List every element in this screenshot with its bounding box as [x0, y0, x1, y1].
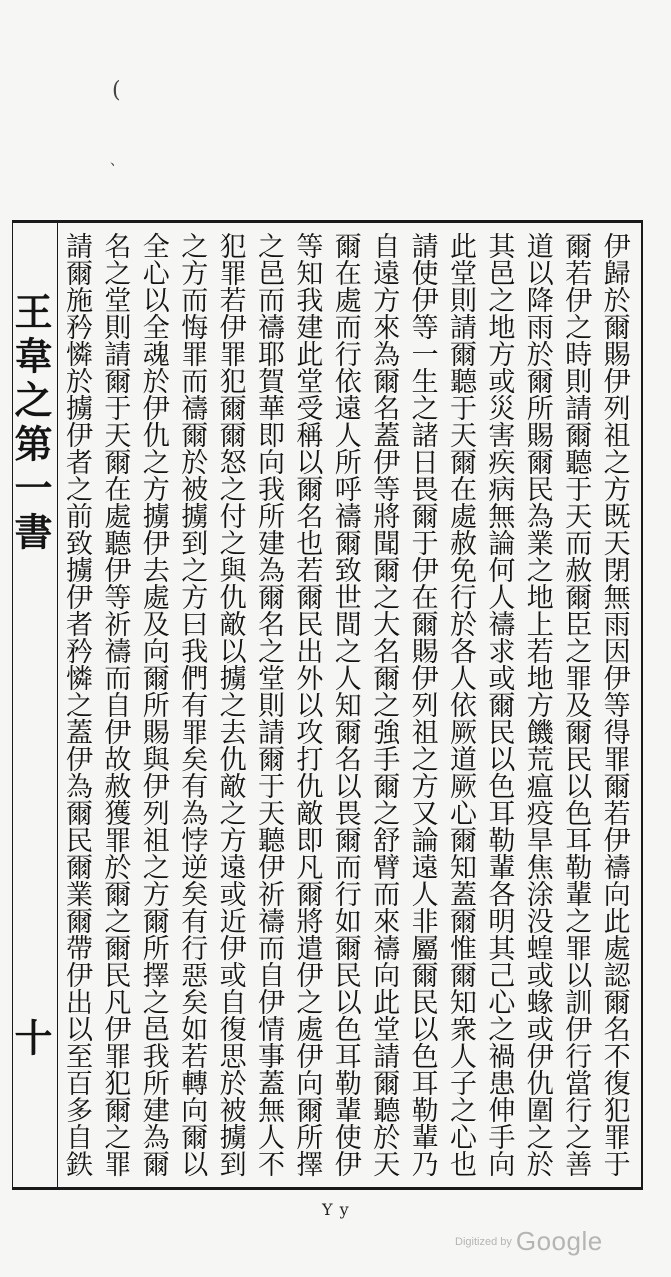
signature-mark: Y y — [322, 1200, 350, 1219]
running-title: 王韋之第一書 — [8, 292, 53, 556]
text-column: 之邑而禱耶賀華即向我所建為爾名之堂則請爾于天聽伊祈禱而自伊情事蓋無人不 — [253, 232, 284, 1177]
text-column: 其邑之地方或災害疾病無論何人禱求或爾民以色耳勒輩各明其己心之禍患伸手向 — [483, 232, 515, 1177]
text-column: 全心以全魂於伊仇之方擄伊去處及向爾所賜與伊列祖之方爾所擇之邑我所建為爾 — [137, 232, 169, 1177]
text-column: 伊歸於爾賜伊列祖之方既天閉無雨因伊等得罪爾若伊禱向此處認爾名不復犯罪于 — [598, 232, 630, 1177]
text-column: 請爾施矜憐於擄伊者之前致擄伊者矜憐之蓋伊為爾民爾業爾帶伊出以至百多自鉄 — [61, 232, 92, 1177]
text-column: 之方而悔罪而禱爾於被擄到之方曰我們有罪矣有為悖逆矣有行惡矣如若轉向爾以 — [176, 232, 208, 1177]
text-column: 請使伊等一生之諸日畏爾于伊在爾賜伊列祖之方又論遠人非屬爾民以色耳勒輩乃 — [406, 232, 438, 1177]
frame-bottom-rule — [12, 1187, 642, 1190]
text-column: 名之堂則請爾于天爾在處聽伊等祈禱而自伊故赦獲罪於爾之爾民凡伊罪犯爾之罪 — [99, 232, 131, 1177]
text-column: 道以降雨於爾所賜爾民為業之地上若地方饑荒瘟疫旱焦涂没蝗或蝝或伊仇圍之於 — [521, 232, 553, 1177]
stray-mark: 、 — [110, 153, 124, 169]
text-column: 此堂則請爾聽于天爾在處赦免行於各人依厥道厥心爾知蓋爾惟爾知衆人子之心也 — [445, 232, 476, 1177]
frame-top-rule — [12, 220, 642, 223]
watermark-brand: Google — [515, 1226, 603, 1256]
watermark-prefix: Digitized by — [455, 1235, 512, 1248]
frame-right-rule — [641, 220, 643, 1190]
text-column: 自遠方來為爾名蓋伊等將聞爾之大名爾之強手爾之舒臂而來禱向此堂請爾聽於天 — [368, 232, 400, 1177]
text-column: 爾在處而行依遠人所呼禱爾致世間之人知爾名以畏爾而行如爾民以色耳勒輩使伊 — [329, 232, 361, 1177]
stray-mark: ( — [112, 78, 121, 103]
text-column: 等知我建此堂受稱以爾名也若爾民出外以攻打仇敵即凡爾將遣伊之處伊向爾所擇 — [291, 232, 323, 1177]
text-column: 犯罪若伊罪犯爾爾怒之付之與仇敵以擄之去仇敵之方遠或近伊或自復思於被擄到 — [214, 232, 246, 1177]
text-column: 爾若伊之時則請爾聽于天而赦爾臣之罪及爾民以色耳勒輩之罪以訓伊行當行之善 — [560, 232, 592, 1177]
leaf-number: 十 — [8, 1018, 53, 1056]
google-watermark — [455, 1226, 603, 1257]
